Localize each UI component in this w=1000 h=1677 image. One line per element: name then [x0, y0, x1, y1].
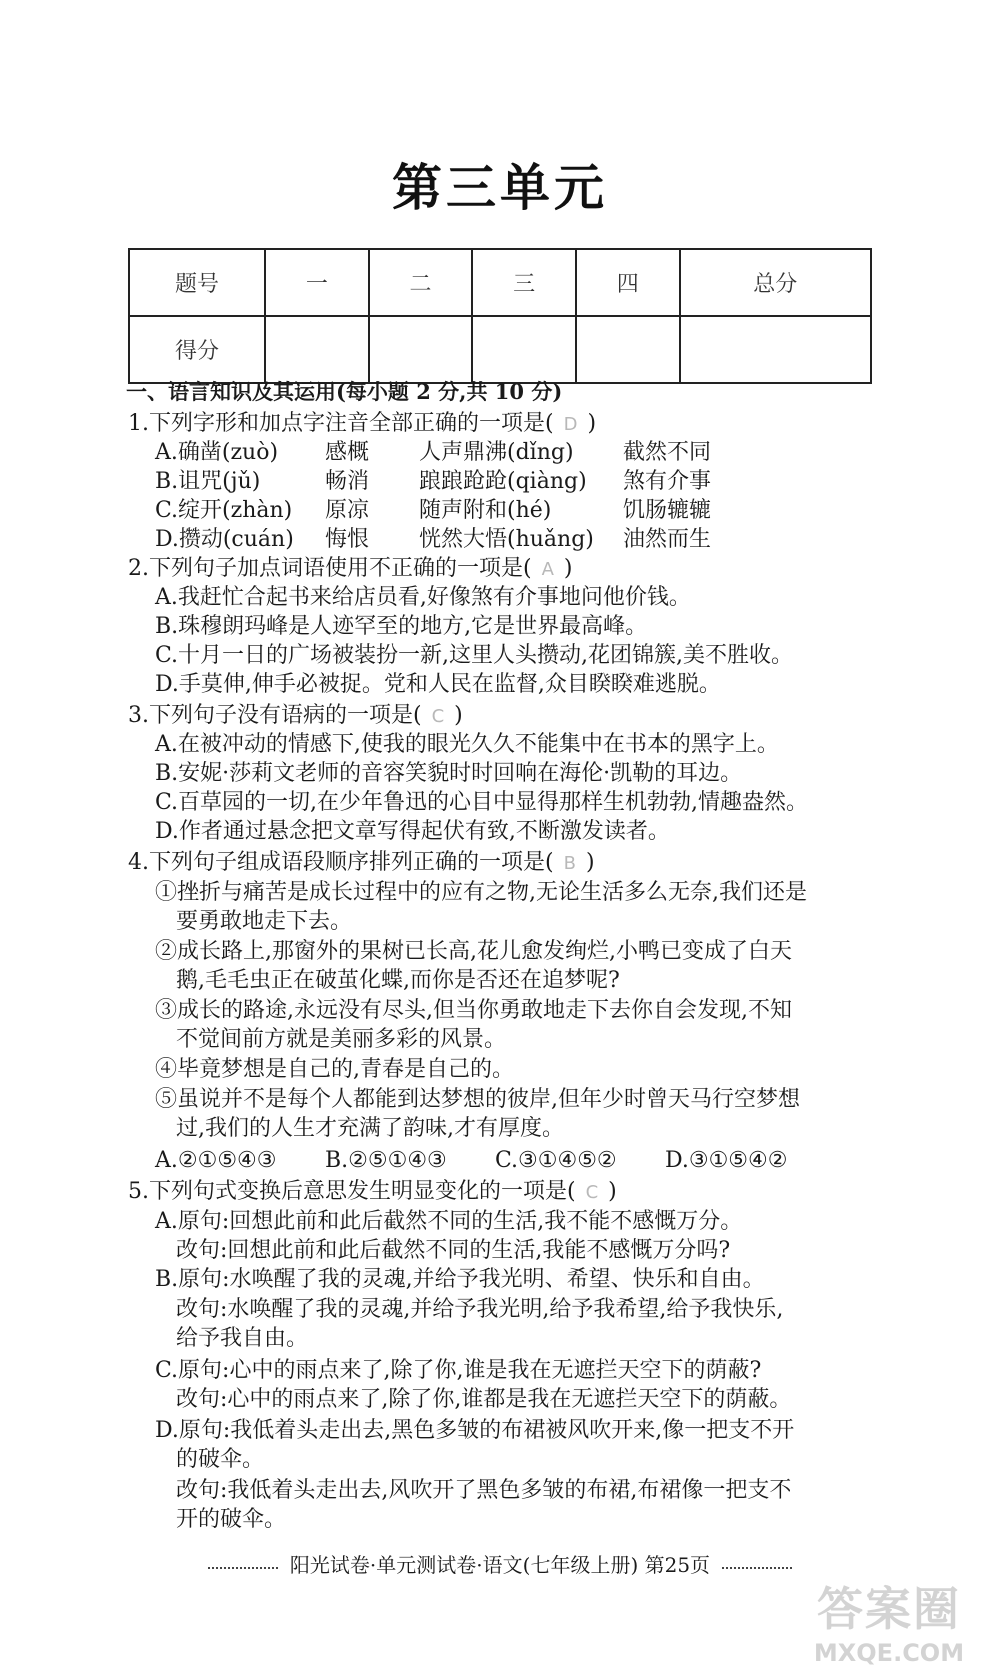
question-stem	[128, 410, 596, 439]
stem-text: 4.下列句子组成语段顺序排列正确的一项是(	[128, 850, 554, 875]
passage-line: ⑤虽说并不是每个人都能到达梦想的彼岸,但年少时曾天马行空梦想	[155, 1087, 800, 1112]
option-cell: 恍然大悟(huǎng)	[419, 527, 594, 552]
choice: B.②⑤①④③	[325, 1148, 447, 1173]
score-input-cell	[576, 316, 680, 383]
option-cell: 畅消	[325, 469, 370, 494]
passage-line: 要勇敢地走下去。	[176, 909, 353, 934]
stem-text: 1.下列字形和加点字注音全部正确的一项是(	[128, 411, 554, 436]
option-line: 的破伞。	[176, 1447, 265, 1472]
option-line: 改句:水唤醒了我的灵魂,并给予我光明,给予我希望,给予我快乐,	[176, 1297, 784, 1322]
page-title: 第三单元	[392, 158, 608, 217]
score-cell: 二	[369, 249, 473, 316]
option-cell: 感概	[325, 440, 370, 465]
option-cell: B.诅咒(jǔ)	[155, 469, 261, 494]
option-cell: D.攒动(cuán)	[155, 527, 294, 552]
score-cell: 四	[576, 249, 680, 316]
option-line: A.原句:回想此前和此后截然不同的生活,我不能不感慨万分。	[155, 1209, 743, 1234]
answer-mark: C	[431, 706, 445, 727]
option-cell: 饥肠辘辘	[623, 498, 712, 523]
score-cell: 得分	[129, 316, 265, 383]
option-line: 给予我自由。	[176, 1326, 309, 1351]
option-cell: 踉踉跄跄(qiàng)	[419, 469, 587, 494]
score-input-cell	[369, 316, 473, 383]
footer-dots-left	[208, 1565, 278, 1569]
score-table-score-row	[129, 316, 871, 383]
stem-text: 3.下列句子没有语病的一项是(	[128, 703, 422, 728]
stem-close: )	[587, 411, 597, 436]
option-row	[155, 526, 807, 554]
option-line: B.原句:水唤醒了我的灵魂,并给予我光明、希望、快乐和自由。	[155, 1267, 765, 1292]
score-input-cell	[680, 316, 871, 383]
passage-line: 过,我们的人生才充满了韵味,才有厚度。	[176, 1116, 564, 1141]
score-table-header-row	[129, 249, 871, 316]
option-line: D.手莫伸,伸手必被捉。党和人民在监督,众目睽睽难逃脱。	[155, 672, 721, 697]
option-line: C.百草园的一切,在少年鲁迅的心目中显得那样生机勃勃,情趣盎然。	[155, 790, 809, 815]
answer-mark: B	[563, 853, 576, 874]
score-cell: 三	[472, 249, 576, 316]
option-cell: 人声鼎沸(dǐng)	[419, 440, 574, 465]
stem-close: )	[454, 703, 463, 728]
option-line: 改句:回想此前和此后截然不同的生活,我能不感慨万分吗?	[176, 1238, 731, 1263]
stem-text: 2.下列句子加点词语使用不正确的一项是(	[128, 556, 532, 581]
option-cell: 悔恨	[325, 527, 370, 552]
choice: D.③①⑤④②	[665, 1148, 788, 1173]
passage-line: 鹅,毛毛虫正在破茧化蝶,而你是否还在追梦呢?	[176, 968, 620, 993]
stem-text: 5.下列句式变换后意思发生明显变化的一项是(	[128, 1179, 576, 1204]
option-line: B.珠穆朗玛峰是人迹罕至的地方,它是世界最高峰。	[155, 614, 648, 639]
option-row	[155, 439, 807, 467]
answer-mark: D	[563, 414, 578, 435]
passage-line: ②成长路上,那窗外的果树已长高,花儿愈发绚烂,小鸭已变成了白天	[155, 939, 792, 964]
option-line: D.原句:我低着头走出去,黑色多皱的布裙被风吹开来,像一把支不开	[155, 1418, 795, 1443]
question-stem	[128, 1178, 617, 1207]
score-cell: 一	[265, 249, 369, 316]
watermark-top: 答案圈	[817, 1582, 961, 1636]
option-line: 改句:心中的雨点来了,除了你,谁都是我在无遮拦天空下的荫蔽。	[176, 1387, 792, 1412]
option-line: A.我赶忙合起书来给店员看,好像煞有介事地问他价钱。	[155, 585, 691, 610]
option-cell: C.绽开(zhàn)	[155, 498, 293, 523]
choice-row	[155, 1147, 835, 1175]
question-stem	[128, 702, 463, 731]
option-line: 开的破伞。	[176, 1507, 287, 1532]
score-cell: 总分	[680, 249, 871, 316]
score-cell: 题号	[129, 249, 265, 316]
stem-close: )	[608, 1179, 617, 1204]
option-line: A.在被冲动的情感下,使我的眼光久久不能集中在书本的黑字上。	[155, 732, 779, 757]
passage-line: ④毕竟梦想是自己的,青春是自己的。	[155, 1057, 514, 1082]
watermark-bottom: MXQE.COM	[813, 1639, 965, 1667]
score-input-cell	[472, 316, 576, 383]
stem-close: )	[585, 850, 595, 875]
option-cell: 截然不同	[623, 440, 712, 465]
option-line: C.十月一日的广场被装扮一新,这里人头攒动,花团锦簇,美不胜收。	[155, 643, 794, 668]
score-table	[128, 248, 872, 384]
question-stem	[128, 555, 573, 584]
option-line: D.作者通过悬念把文章写得起伏有致,不断激发读者。	[155, 819, 670, 844]
passage-line: ①挫折与痛苦是成长过程中的应有之物,无论生活多么无奈,我们还是	[155, 880, 807, 905]
option-line: B.安妮·莎莉文老师的音容笑貌时时回响在海伦·凯勒的耳边。	[155, 761, 743, 786]
passage-line: 不觉间前方就是美丽多彩的风景。	[176, 1027, 507, 1052]
option-row	[155, 468, 807, 496]
option-line: 改句:我低着头走出去,风吹开了黑色多皱的布裙,布裙像一把支不	[176, 1478, 792, 1503]
answer-mark: C	[585, 1182, 599, 1203]
option-line: C.原句:心中的雨点来了,除了你,谁是我在无遮拦天空下的荫蔽?	[155, 1358, 762, 1383]
passage-line: ③成长的路途,永远没有尽头,但当你勇敢地走下去你自会发现,不知	[155, 998, 792, 1023]
option-cell: A.确凿(zuò)	[155, 440, 279, 465]
option-cell: 原凉	[325, 498, 370, 523]
option-cell: 油然而生	[623, 527, 712, 552]
option-cell: 煞有介事	[623, 469, 712, 494]
section-heading: 一、语言知识及其运用(每小题 2 分,共 10 分)	[126, 379, 563, 404]
footer-text: 阳光试卷·单元测试卷·语文(七年级上册) 第25页	[289, 1553, 711, 1577]
score-input-cell	[265, 316, 369, 383]
stem-close: )	[563, 556, 573, 581]
choice: C.③①④⑤②	[495, 1148, 617, 1173]
option-row	[155, 497, 807, 525]
footer-dots-right	[722, 1565, 792, 1569]
watermark-logo	[784, 1573, 994, 1673]
answer-mark: A	[541, 559, 554, 580]
choice: A.②①⑤④③	[155, 1148, 277, 1173]
option-cell: 随声附和(hé)	[419, 498, 552, 523]
question-stem	[128, 849, 595, 878]
